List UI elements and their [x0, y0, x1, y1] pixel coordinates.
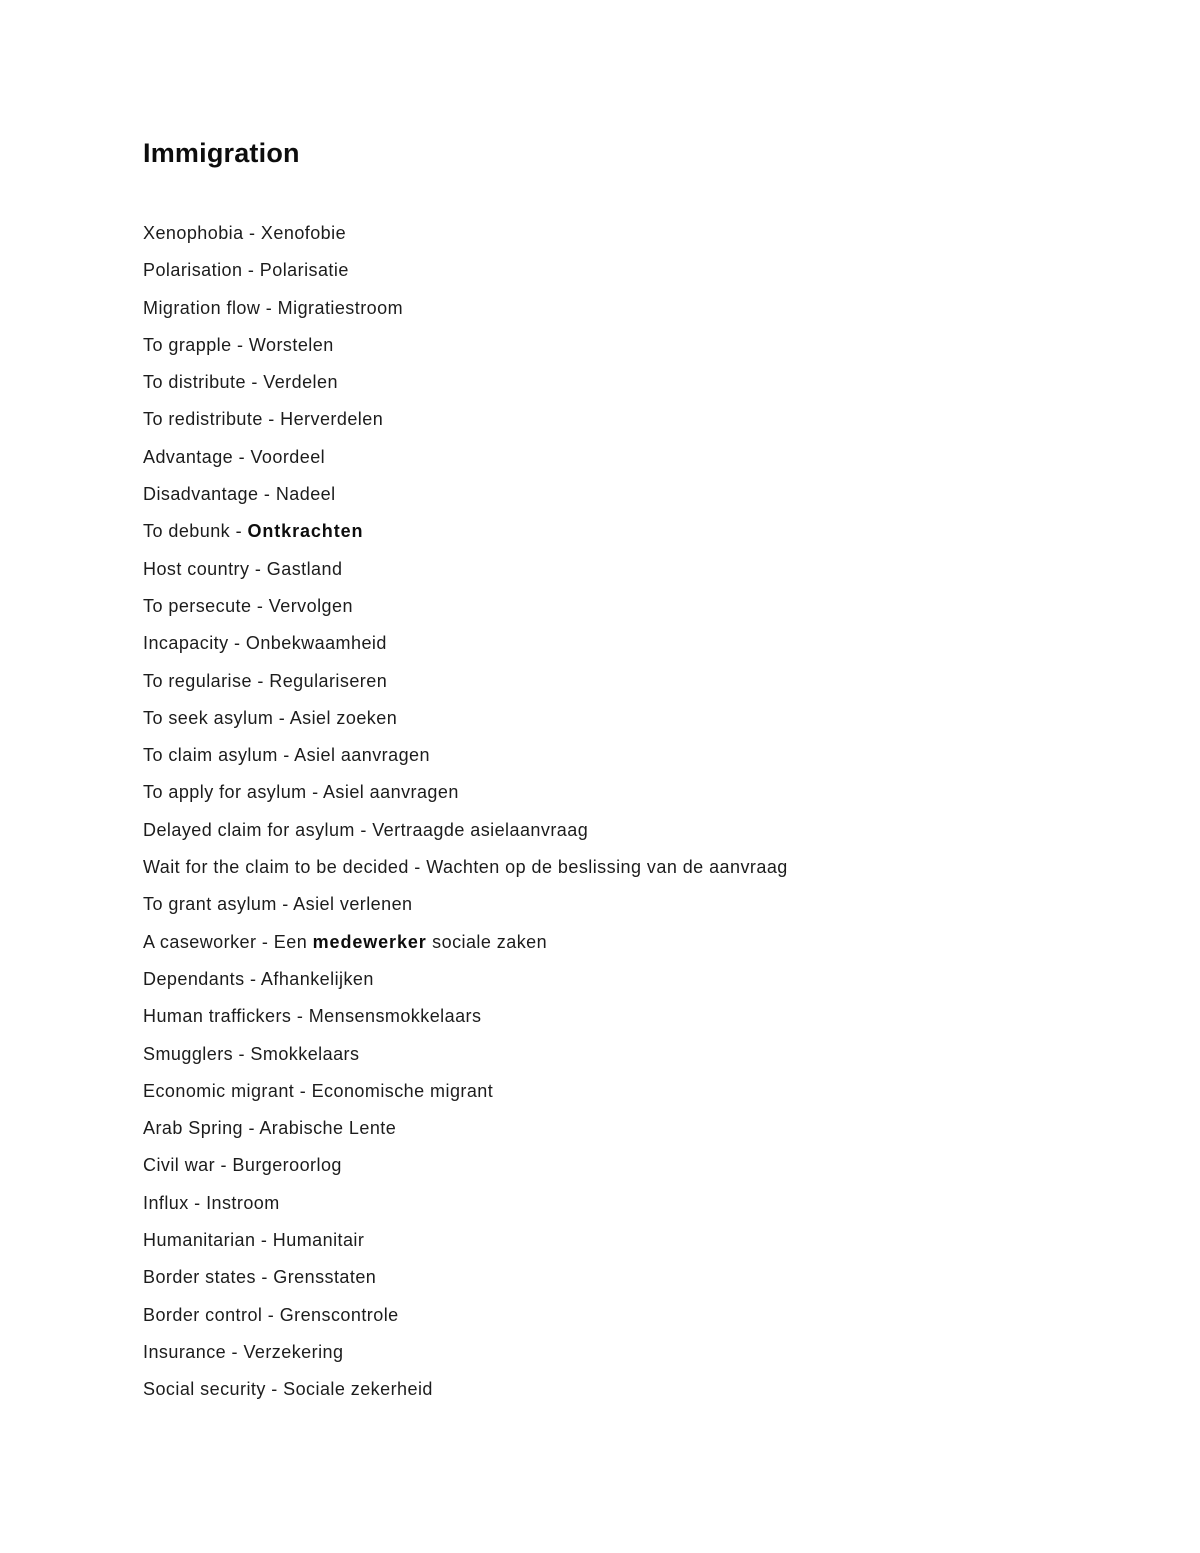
vocab-entry-text: To seek asylum - Asiel zoeken: [143, 707, 398, 728]
vocab-entry: [143, 849, 1140, 886]
vocab-entry: [143, 327, 1140, 364]
vocab-entry: [143, 1073, 1140, 1110]
vocab-entry-text: Humanitarian - Humanitair: [143, 1230, 365, 1251]
vocab-entry-text: Insurance - Verzekering: [143, 1341, 344, 1362]
vocab-entry: [143, 1259, 1140, 1296]
vocab-entry-text: Delayed claim for asylum - Vertraagde asielaanvraag: [143, 819, 589, 840]
vocab-entry: [143, 401, 1140, 438]
vocab-entry-text: Dependants - Afhankelijken: [143, 968, 374, 989]
vocab-entry: [143, 215, 1140, 252]
vocab-entry-text: To apply for asylum - Asiel aanvragen: [143, 782, 459, 803]
vocab-entry: [143, 625, 1140, 662]
vocab-entry: [143, 1371, 1140, 1408]
vocab-entry: [143, 924, 1140, 961]
vocab-entry: [143, 551, 1140, 588]
vocab-entry-text: To grapple - Worstelen: [143, 334, 334, 355]
vocab-entry-text: Influx - Instroom: [143, 1192, 280, 1213]
vocab-entry-text: To grant asylum - Asiel verlenen: [143, 894, 413, 915]
vocab-entry: [143, 1334, 1140, 1371]
vocab-entry-text: A caseworker - Een: [143, 931, 313, 952]
vocab-entry: [143, 1110, 1140, 1147]
vocab-entry: [143, 290, 1140, 327]
vocab-entry: [143, 961, 1140, 998]
vocab-entry-text: Migration flow - Migratiestroom: [143, 297, 404, 318]
vocab-list: [143, 215, 1140, 1409]
vocab-entry-text: Civil war - Burgeroorlog: [143, 1155, 342, 1176]
vocab-entry-text: Incapacity - Onbekwaamheid: [143, 633, 387, 654]
vocab-entry: [143, 1222, 1140, 1259]
vocab-entry-text: Polarisation - Polarisatie: [143, 260, 349, 281]
vocab-entry-bold-text: medewerker: [312, 931, 427, 952]
vocab-entry-text: Host country - Gastland: [143, 558, 343, 579]
vocab-entry-text: Arab Spring - Arabische Lente: [143, 1118, 397, 1139]
vocab-entry-text: Xenophobia - Xenofobie: [143, 223, 347, 243]
vocab-entry-text: To claim asylum - Asiel aanvragen: [143, 745, 430, 766]
vocab-entry: [143, 1185, 1140, 1222]
vocab-entry-text: Economic migrant - Economische migrant: [143, 1080, 494, 1101]
vocab-entry: [143, 663, 1140, 700]
vocab-entry: [143, 886, 1140, 923]
vocab-entry-text: Border states - Grensstaten: [143, 1267, 377, 1288]
vocab-entry: [143, 1297, 1140, 1334]
vocab-entry: [143, 700, 1140, 737]
vocab-entry-bold-text: Ontkrachten: [247, 521, 364, 542]
vocab-entry: [143, 439, 1140, 476]
vocab-entry-text: sociale zaken: [426, 931, 548, 952]
vocab-entry: [143, 737, 1140, 774]
vocab-entry-text: To distribute - Verdelen: [143, 372, 338, 393]
vocab-entry-text: Social security - Sociale zekerheid: [143, 1379, 433, 1400]
vocab-entry: [143, 998, 1140, 1035]
vocab-entry: [143, 1147, 1140, 1184]
vocab-entry-text: To redistribute - Herverdelen: [143, 409, 384, 430]
vocab-entry: [143, 513, 1140, 550]
vocab-entry: [143, 1036, 1140, 1073]
vocab-entry-text: To persecute - Vervolgen: [143, 595, 353, 616]
page-title: Immigration: [143, 138, 300, 168]
vocab-entry: [143, 252, 1140, 289]
vocab-entry-text: Border control - Grenscontrole: [143, 1304, 399, 1325]
vocab-entry-text: Wait for the claim to be decided - Wachten op de beslissing van de aanvraag: [143, 857, 788, 878]
vocab-entry-text: Disadvantage - Nadeel: [143, 484, 336, 505]
vocab-entry-text: Smugglers - Smokkelaars: [143, 1043, 360, 1064]
vocab-entry-text: Human traffickers - Mensensmokkelaars: [143, 1006, 482, 1027]
vocab-entry: [143, 364, 1140, 401]
vocab-entry-text: To debunk -: [143, 521, 248, 542]
vocab-entry: [143, 774, 1140, 811]
vocab-entry-text: Advantage - Voordeel: [143, 446, 326, 467]
vocab-entry: [143, 476, 1140, 513]
vocab-entry: [143, 588, 1140, 625]
vocab-entry-text: To regularise - Regulariseren: [143, 670, 388, 691]
document-content: [143, 140, 1140, 1409]
vocab-entry: [143, 812, 1140, 849]
